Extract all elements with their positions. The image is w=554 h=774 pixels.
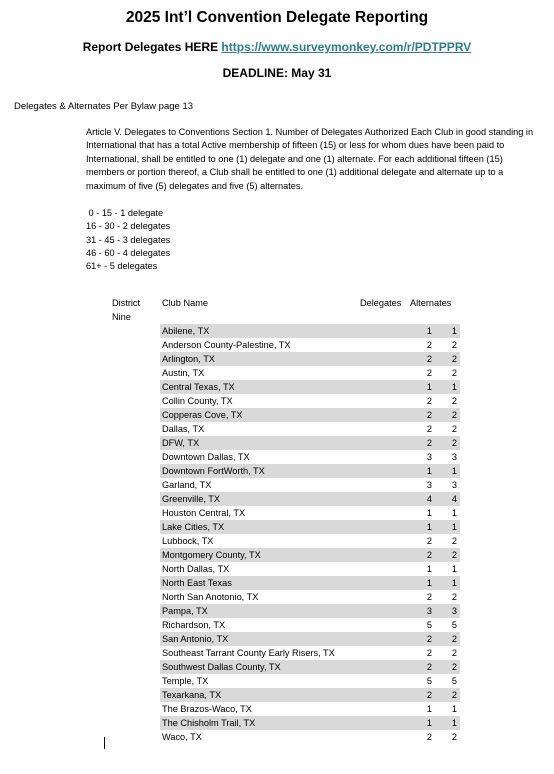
club-name-cell: Copperas Cove, TX bbox=[162, 410, 243, 420]
delegates-cell: 1 bbox=[426, 522, 432, 532]
club-name-cell: DFW, TX bbox=[162, 438, 200, 448]
table-row bbox=[160, 324, 460, 338]
delegates-cell: 2 bbox=[426, 424, 432, 434]
delegates-cell: 1 bbox=[426, 382, 432, 392]
delegates-cell: 2 bbox=[426, 690, 432, 700]
tier-item: 31 - 45 - 3 delegates bbox=[86, 234, 171, 245]
alternates-cell: 2 bbox=[451, 634, 457, 644]
table-row bbox=[160, 576, 460, 590]
delegates-cell: 2 bbox=[426, 592, 432, 602]
alternates-cell: 2 bbox=[451, 592, 457, 602]
tier-item: 16 - 30 - 2 delegates bbox=[86, 221, 171, 232]
alternates-cell: 1 bbox=[451, 704, 457, 714]
delegates-cell: 2 bbox=[426, 438, 432, 448]
text-cursor bbox=[104, 737, 105, 749]
document-title: 2025 Int’l Convention Delegate Reporting bbox=[125, 9, 429, 26]
delegates-cell: 2 bbox=[426, 340, 432, 350]
delegates-cell: 2 bbox=[426, 550, 432, 560]
alternates-cell: 2 bbox=[451, 424, 457, 434]
tier-item: 46 - 60 - 4 delegates bbox=[86, 247, 171, 258]
table-row bbox=[160, 674, 460, 688]
club-name-cell: North East Texas bbox=[162, 578, 232, 588]
alternates-cell: 2 bbox=[451, 340, 457, 350]
delegates-cell: 3 bbox=[426, 606, 432, 616]
club-name-cell: Garland, TX bbox=[162, 480, 212, 490]
club-name-cell: Austin, TX bbox=[162, 368, 205, 378]
club-name-cell: Abilene, TX bbox=[162, 326, 210, 336]
alternates-cell: 1 bbox=[451, 718, 457, 728]
table-row bbox=[160, 506, 460, 520]
deadline: DEADLINE: May 31 bbox=[222, 66, 332, 80]
club-name-cell: Pampa, TX bbox=[162, 606, 208, 616]
club-name-cell: Lubbock, TX bbox=[162, 536, 214, 546]
bylaw-article-text: Article V. Delegates to Conventions Section 1. Number of Delegates Authorized Each Club in good standing in International that has a total Active membership of fifteen (15) or less for whom dues have been paid to International, shall be entitled to one (1) delegate and one (1) alternate. For each additional fifteen (15) members or portion thereof, a Club shall be entitled to one (1) additional delegate and alternate up to a maximum of five (5) delegates and five (5) alternates. bbox=[86, 127, 534, 191]
club-name-cell: Downtown Dallas, TX bbox=[162, 452, 250, 462]
club-name-cell: North Dallas, TX bbox=[162, 564, 230, 574]
delegates-cell: 2 bbox=[426, 732, 432, 742]
club-name-cell: Arlington, TX bbox=[162, 354, 215, 364]
section-heading: Delegates & Alternates Per Bylaw page 13 bbox=[14, 101, 194, 112]
delegates-cell: 1 bbox=[426, 564, 432, 574]
delegates-cell: 3 bbox=[426, 480, 432, 490]
delegates-cell: 5 bbox=[426, 676, 432, 686]
table-row bbox=[160, 534, 460, 548]
club-name-cell: Waco, TX bbox=[162, 732, 202, 742]
delegates-cell: 1 bbox=[426, 326, 432, 336]
club-table bbox=[160, 324, 460, 744]
table-row bbox=[160, 450, 460, 464]
alternates-cell: 1 bbox=[451, 578, 457, 588]
report-link[interactable]: https://www.surveymonkey.com/r/PDTPPRV bbox=[221, 40, 472, 54]
alternates-cell: 2 bbox=[451, 550, 457, 560]
table-row bbox=[160, 422, 460, 436]
alternates-header: Alternates bbox=[410, 298, 452, 308]
table-row bbox=[160, 688, 460, 702]
club-name-cell: Southwest Dallas County, TX bbox=[162, 662, 281, 672]
club-name-cell: Greenville, TX bbox=[162, 494, 221, 504]
alternates-cell: 2 bbox=[451, 648, 457, 658]
table-row bbox=[160, 562, 460, 576]
table-row bbox=[160, 646, 460, 660]
club-name-cell: Temple, TX bbox=[162, 676, 209, 686]
delegates-cell: 1 bbox=[426, 508, 432, 518]
alternates-cell: 2 bbox=[451, 662, 457, 672]
delegates-cell: 2 bbox=[426, 410, 432, 420]
tier-item: 0 - 15 - 1 delegate bbox=[86, 208, 164, 218]
table-row bbox=[160, 408, 460, 422]
club-name-cell: The Chisholm Trail, TX bbox=[162, 718, 256, 728]
alternates-cell: 2 bbox=[451, 438, 457, 448]
club-name-cell: San Antonio, TX bbox=[162, 634, 229, 644]
club-name-cell: North San Anotonio, TX bbox=[162, 592, 259, 602]
club-name-cell: Southeast Tarrant County Early Risers, TX bbox=[162, 648, 335, 658]
club-name-header: Club Name bbox=[162, 298, 208, 308]
delegates-cell: 1 bbox=[426, 578, 432, 588]
delegates-cell: 1 bbox=[426, 718, 432, 728]
district-header: District Nine bbox=[112, 298, 141, 322]
alternates-cell: 1 bbox=[451, 466, 457, 476]
table-row bbox=[160, 702, 460, 716]
alternates-cell: 5 bbox=[451, 620, 457, 630]
table-row bbox=[160, 338, 460, 352]
delegates-cell: 1 bbox=[426, 704, 432, 714]
table-row bbox=[160, 478, 460, 492]
table-row bbox=[160, 436, 460, 450]
club-name-cell: Collin County, TX bbox=[162, 396, 233, 406]
table-row bbox=[160, 604, 460, 618]
table-row bbox=[160, 394, 460, 408]
delegates-cell: 2 bbox=[426, 396, 432, 406]
delegates-header: Delegates bbox=[360, 298, 402, 308]
delegates-cell: 2 bbox=[426, 536, 432, 546]
alternates-cell: 3 bbox=[451, 452, 457, 462]
table-row bbox=[160, 366, 460, 380]
table-row bbox=[160, 618, 460, 632]
club-name-cell: Dallas, TX bbox=[162, 424, 205, 434]
delegates-cell: 2 bbox=[426, 634, 432, 644]
table-row bbox=[160, 632, 460, 646]
club-name-cell: Lake Cities, TX bbox=[162, 522, 225, 532]
delegates-cell: 2 bbox=[426, 368, 432, 378]
alternates-cell: 1 bbox=[451, 382, 457, 392]
alternates-cell: 1 bbox=[451, 564, 457, 574]
table-row bbox=[160, 660, 460, 674]
club-name-cell: Texarkana, TX bbox=[162, 690, 222, 700]
table-row bbox=[160, 492, 460, 506]
alternates-cell: 2 bbox=[451, 690, 457, 700]
table-row bbox=[160, 590, 460, 604]
delegates-cell: 1 bbox=[426, 466, 432, 476]
alternates-cell: 4 bbox=[451, 494, 457, 504]
delegates-cell: 2 bbox=[426, 662, 432, 672]
club-name-cell: Central Texas, TX bbox=[162, 382, 235, 392]
alternates-cell: 1 bbox=[451, 508, 457, 518]
table-row bbox=[160, 730, 460, 744]
table-row bbox=[160, 716, 460, 730]
delegates-cell: 2 bbox=[426, 354, 432, 364]
alternates-cell: 2 bbox=[451, 354, 457, 364]
table-row bbox=[160, 464, 460, 478]
club-name-cell: Downtown FortWorth, TX bbox=[162, 466, 265, 476]
table-row bbox=[160, 548, 460, 562]
club-name-cell: The Brazos-Waco, TX bbox=[162, 704, 252, 714]
club-name-cell: Richardson, TX bbox=[162, 620, 226, 630]
alternates-cell: 3 bbox=[451, 606, 457, 616]
report-prefix: Report Delegates HERE bbox=[82, 40, 222, 54]
club-name-cell: Houston Central, TX bbox=[162, 508, 246, 518]
delegates-cell: 5 bbox=[426, 620, 432, 630]
alternates-cell: 2 bbox=[451, 410, 457, 420]
club-name-cell: Anderson County-Palestine, TX bbox=[162, 340, 291, 350]
alternates-cell: 2 bbox=[451, 536, 457, 546]
delegates-cell: 4 bbox=[426, 494, 432, 504]
tier-item: 61+ - 5 delegates bbox=[86, 261, 158, 272]
alternates-cell: 5 bbox=[451, 676, 457, 686]
delegate-tiers-list bbox=[86, 207, 170, 273]
delegates-cell: 2 bbox=[426, 648, 432, 658]
table-row bbox=[160, 352, 460, 366]
alternates-cell: 2 bbox=[451, 732, 457, 742]
delegates-cell: 3 bbox=[426, 452, 432, 462]
table-row bbox=[160, 380, 460, 394]
alternates-cell: 1 bbox=[451, 326, 457, 336]
alternates-cell: 2 bbox=[451, 396, 457, 406]
alternates-cell: 2 bbox=[451, 368, 457, 378]
report-line bbox=[0, 40, 554, 54]
alternates-cell: 1 bbox=[451, 522, 457, 532]
table-row bbox=[160, 520, 460, 534]
club-name-cell: Montgomery County, TX bbox=[162, 550, 261, 560]
alternates-cell: 3 bbox=[451, 480, 457, 490]
